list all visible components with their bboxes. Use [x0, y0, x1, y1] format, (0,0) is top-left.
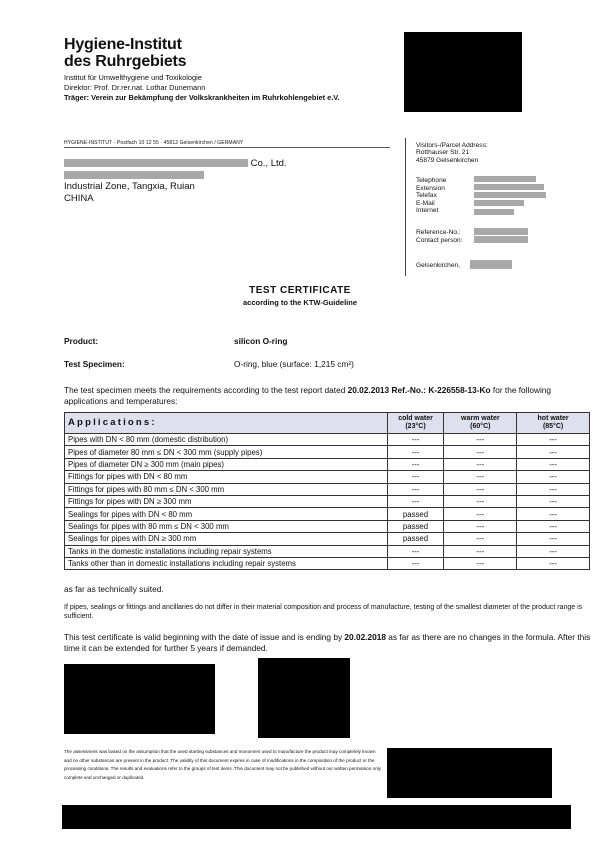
contact-block — [416, 177, 446, 215]
contact-telephone-label: Telephone — [416, 177, 447, 184]
application-cell: Sealings for pipes with DN ≥ 300 mm — [65, 533, 388, 545]
contact-email-label: E-Mail — [416, 199, 435, 207]
warm-cell: --- — [444, 557, 517, 569]
column-header-cold — [387, 413, 444, 434]
validity-text-1: This test certificate is valid beginning with the date of issue and is ending by — [64, 632, 345, 642]
intro-text-3: for the following applications and temperatures: — [64, 385, 552, 406]
place-label: Gelsenkirchen, — [416, 262, 460, 269]
validity-text-2: as far as there are no changes in the formula. After this time it can be extended for further 5 years if demanded. — [64, 632, 591, 653]
hot-header-line2: (85°C) — [542, 423, 564, 430]
recipient-line3: Industrial Zone, Tangxia, Ruian — [64, 181, 195, 192]
column-header-hot — [517, 413, 590, 434]
warm-cell: --- — [444, 458, 517, 470]
intro-text-1: The test specimen meets the requirements according to the test report dated — [64, 385, 348, 395]
warm-cell: --- — [444, 495, 517, 507]
specimen-value: O-ring, blue (surface: 1,215 cm²) — [234, 359, 354, 369]
application-cell: Fittings for pipes with DN < 80 mm — [65, 471, 388, 483]
hot-header-line1: hot water — [537, 414, 569, 422]
redacted-reference — [474, 228, 528, 235]
redacted-company-name — [64, 159, 248, 167]
validity-end-date: 20.02.2018 — [344, 632, 386, 642]
warm-cell: --- — [444, 545, 517, 557]
cold-cell: --- — [387, 434, 444, 446]
warm-header-line1: warm water — [461, 414, 500, 422]
application-cell: Fittings for pipes with 80 mm ≤ DN < 300 mm — [65, 483, 388, 495]
contact-person-label: Contact person: — [416, 236, 463, 244]
cold-header-line1: cold water — [398, 414, 433, 422]
redacted-footer-stamp — [387, 748, 552, 798]
warm-cell: --- — [444, 446, 517, 458]
table-row — [65, 508, 590, 520]
institute-details — [64, 73, 340, 103]
product-label: Product: — [64, 336, 99, 346]
application-cell: Fittings for pipes with DN ≥ 300 mm — [65, 495, 388, 507]
application-cell: Pipes of diameter 80 mm ≤ DN < 300 mm (supply pipes) — [65, 446, 388, 458]
redacted-footer-bar — [62, 805, 571, 829]
cold-cell: --- — [387, 545, 444, 557]
application-cell: Tanks in the domestic installations including repair systems — [65, 545, 388, 557]
contact-telefax-label: Telefax — [416, 192, 437, 200]
cold-header-line2: (23°C) — [405, 423, 426, 430]
recipient-company-row — [64, 158, 287, 170]
info-column-divider — [405, 138, 406, 276]
redacted-date — [470, 260, 512, 269]
applications-header: Applications: — [65, 413, 388, 434]
cold-cell: passed — [387, 533, 444, 545]
redacted-internet — [474, 209, 514, 215]
table-row — [65, 483, 590, 495]
institute-name — [64, 36, 186, 70]
cold-cell: passed — [387, 508, 444, 520]
redacted-telephone — [474, 176, 536, 182]
certificate-title: TEST CERTIFICATE — [249, 285, 351, 296]
cold-cell: --- — [387, 483, 444, 495]
hot-cell: --- — [517, 557, 590, 569]
recipient-company-suffix: Co., Ltd. — [250, 158, 287, 169]
hot-cell: --- — [517, 520, 590, 532]
institute-name-line1: Hygiene-Institut — [64, 36, 182, 53]
applications-table — [64, 412, 590, 570]
sender-divider — [64, 147, 390, 148]
warm-header-line2: (60°C) — [470, 423, 491, 430]
visitors-heading: Visitors-/Parcel Address: — [416, 142, 488, 149]
recipient-address — [64, 158, 287, 204]
footnote: The assessment was based on the assumption that the used starting substances and monomers used to manufacture the product may completely known and no other substances are present in the product. The validity of this document expires in case of modifications in the composition of the product or the processing conditions. The results and evaluations refer to the groups of test items. This document may not be published without our written permission only complete and unchanged or duplicated. — [64, 749, 381, 780]
reference-no-label: Reference-No.: — [416, 229, 461, 236]
warm-cell: --- — [444, 520, 517, 532]
material-note: If pipes, sealings or fittings and ancillaries do not differ in their material composition and process of manufacture, testing of the smallest diameter of the product range is sufficient. — [64, 604, 583, 620]
hot-cell: --- — [517, 434, 590, 446]
application-cell: Pipes of diameter DN ≥ 300 mm (main pipes) — [65, 458, 388, 470]
reference-block — [416, 229, 463, 244]
redacted-logo — [404, 32, 522, 112]
warm-cell: --- — [444, 483, 517, 495]
application-cell: Sealings for pipes with 80 mm ≤ DN < 300 mm — [65, 520, 388, 532]
cold-cell: --- — [387, 446, 444, 458]
warm-cell: --- — [444, 508, 517, 520]
hot-cell: --- — [517, 533, 590, 545]
hot-cell: --- — [517, 545, 590, 557]
recipient-line4: CHINA — [64, 192, 94, 204]
intro-paragraph — [64, 385, 594, 406]
warm-cell: --- — [444, 434, 517, 446]
visitors-street: Rotthauser Str. 21 — [416, 149, 470, 157]
table-row — [65, 545, 590, 557]
column-header-warm — [444, 413, 517, 434]
certificate-subtitle: according to the KTW-Guideline — [242, 298, 358, 307]
hot-cell: --- — [517, 471, 590, 483]
redacted-address-line — [64, 171, 204, 179]
application-cell: Tanks other than in domestic installations including repair systems — [65, 557, 388, 569]
visitors-city: 45879 Gelsenkirchen — [416, 156, 479, 164]
warm-cell: --- — [444, 533, 517, 545]
intro-report-date: 20.02.2013 — [347, 385, 390, 395]
hot-cell: --- — [517, 458, 590, 470]
product-value: silicon O-ring — [234, 336, 288, 346]
table-row — [65, 471, 590, 483]
table-row — [65, 495, 590, 507]
institute-subtitle: Institut für Umwelthygiene und Toxikologie — [64, 73, 202, 82]
hot-cell: --- — [517, 483, 590, 495]
cold-cell: --- — [387, 471, 444, 483]
cold-cell: --- — [387, 495, 444, 507]
hot-cell: --- — [517, 446, 590, 458]
cold-cell: --- — [387, 557, 444, 569]
redacted-email — [474, 200, 524, 206]
institute-carrier: Träger: Verein zur Bekämpfung der Volkskrankheiten im Ruhrkohlengebiet e.V. — [64, 93, 340, 102]
application-cell: Sealings for pipes with DN < 80 mm — [65, 508, 388, 520]
visitors-address — [416, 142, 488, 164]
redacted-telefax — [474, 192, 546, 198]
recipient-line2-row — [64, 170, 287, 182]
table-row — [65, 458, 590, 470]
suited-text: as far as technically suited. — [64, 584, 164, 594]
redacted-signature-right — [258, 658, 350, 738]
hot-cell: --- — [517, 495, 590, 507]
table-row — [65, 533, 590, 545]
sender-line: HYGIENE-INSTITUT · Postfach 10 12 55 · 45812 Gelsenkirchen / GERMANY — [64, 140, 244, 146]
contact-extension-label: Extension — [416, 184, 445, 192]
application-cell: Pipes with DN < 80 mm (domestic distribution) — [65, 434, 388, 446]
redacted-extension — [474, 184, 544, 190]
redacted-contact-person — [474, 236, 528, 243]
contact-internet-label: Internet — [416, 207, 439, 215]
redacted-signature-left — [64, 664, 215, 734]
table-row — [65, 520, 590, 532]
hot-cell: --- — [517, 508, 590, 520]
table-header-row — [65, 413, 590, 434]
intro-ref-no: Ref.-No.: K-226558-13-Ko — [389, 385, 491, 395]
institute-name-line2: des Ruhrgebiets — [64, 53, 187, 70]
table-row — [65, 446, 590, 458]
institute-director: Direktor: Prof. Dr.rer.nat. Lothar Dunemann — [64, 83, 206, 92]
specimen-label: Test Specimen: — [64, 359, 125, 369]
validity-paragraph — [64, 632, 594, 653]
cold-cell: passed — [387, 520, 444, 532]
table-row — [65, 557, 590, 569]
cold-cell: --- — [387, 458, 444, 470]
table-row — [65, 434, 590, 446]
warm-cell: --- — [444, 471, 517, 483]
